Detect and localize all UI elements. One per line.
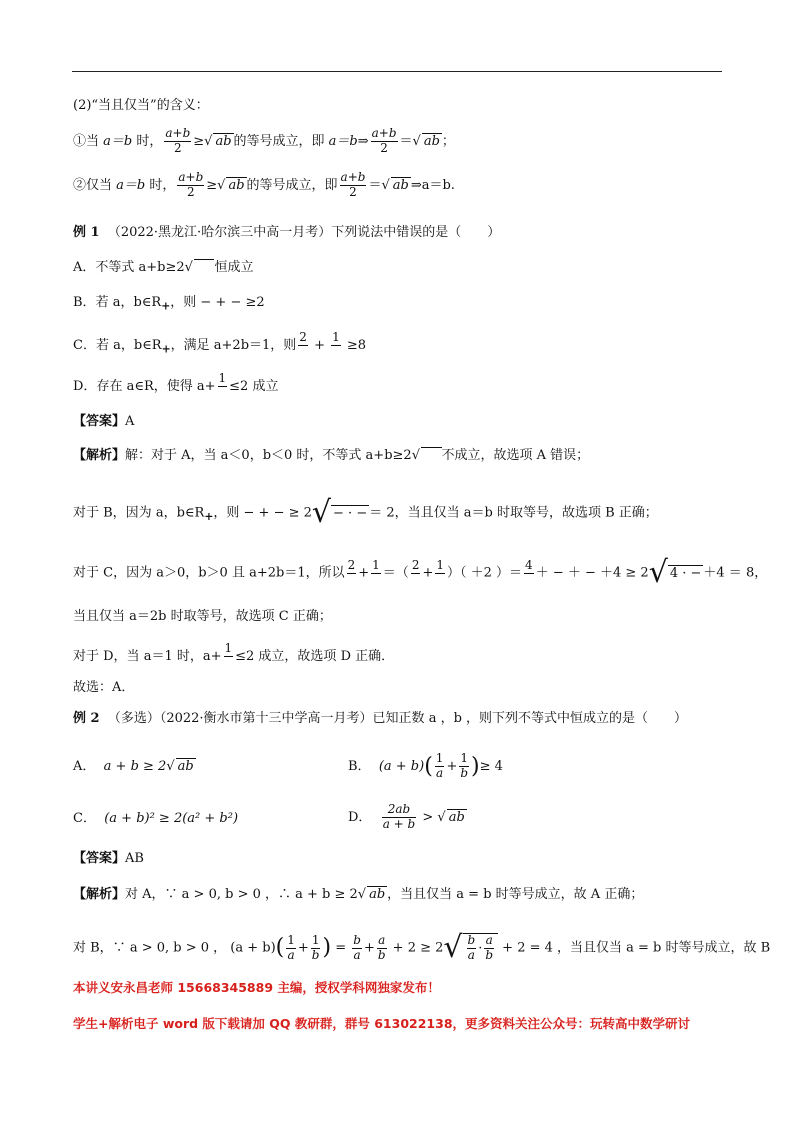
meaning-item-2: ②仅当 a＝b 时， $\frac{a+b}{2}$ ≥√ ab 的等号成立，即 $\frac{a+b}{2}$ ＝√ ab ⇒a＝b. <box>73 171 455 200</box>
example-1-analysis-b: 对于 B，因为 a，$b\in R_+$，则 − + − ≥ 2√ − · −＝ 2，当且仅当 a＝b 时取等号，故选项 B 正确； <box>73 495 658 530</box>
meaning-item-1: ①当 a＝b 时， $\frac{a+b}{2}$ ≥√ ab 的等号成立，即 a＝b⇒ $\frac{a+b}{2}$ ＝√ ab ； <box>73 127 455 156</box>
example-1-option-b: B．若 a，$b\in R_+$，则 − + − ≥2 <box>73 295 265 313</box>
example-2-option-b: B． (a + b)( $\frac{1}{a}$ + $\frac{1}{b}$ )≥ 4 <box>348 751 503 780</box>
footer-editor-line: 本讲义安永昌老师 15668345889 主编，授权学科网独家发布！ <box>73 980 440 995</box>
example-2-answer: 【答案】AB <box>73 851 144 866</box>
example-2-option-c: C． (a + b)² ≥ 2(a² + b²) <box>73 811 239 826</box>
section-title: (2)“当且仅当”的含义： <box>73 98 209 113</box>
example-1-heading: 例 1 （2022·黑龙江·哈尔滨三中高一月考）下列说法中错误的是（ ） <box>73 225 501 240</box>
example-1-option-a: A．不等式 a+b≥2√ 恒成立 <box>73 259 254 276</box>
example-1-option-d: D．存在 a∈R，使得 a+ 1 ≤2 成立 <box>73 371 279 394</box>
example-2-analysis-a: 【解析】对 A，∵ a > 0, b > 0 ，∴ a + b ≥ 2√ ab ，当且仅当 a = b 时等号成立，故 A 正确； <box>73 886 643 903</box>
example-1-option-c: C．若 a，$b\in R_+$，满足 a+2b＝1，则 2 + 1 ≥8 <box>73 330 367 356</box>
example-1-analysis-c: 对于 C，因为 a＞0，b＞0 且 a+2b＝1，所以 2 + 1 ＝（ 2 + 1 ）（ ＋2 ）＝ 4 ＋ − ＋ − ＋4 ≥ 2√ 4 · −＋4 ＝ 8， <box>73 555 768 590</box>
example-1-analysis-c2: 当且仅当 a＝2b 时取等号，故选项 C 正确； <box>73 609 332 624</box>
footer-download-line: 学生+解析电子 word 版下载请加 QQ 教研群，群号 613022138，更多资料关注公众号：玩转高中数学研讨 <box>73 1016 691 1031</box>
example-2-option-a: A． a + b ≥ 2√ ab <box>73 758 196 775</box>
example-2-heading: 例 2 （多选）（2022·衡水市第十三中学高一月考）已知正数 a ，b ，则下列不等式中恒成立的是（ ） <box>73 711 688 726</box>
example-1-answer: 【答案】A <box>73 414 135 429</box>
example-2-option-d: D． $\frac{2ab}{a + b}$ > √ ab <box>348 803 467 832</box>
header-rule <box>72 71 722 72</box>
example-1-analysis-d: 对于 D，当 a＝1 时，a+ 1 ≤2 成立，故选项 D 正确． <box>73 641 395 664</box>
example-1-conclusion: 故选：A． <box>73 680 135 695</box>
example-1-analysis-a: 【解析】解：对于 A，当 a＜0，b＜0 时，不等式 a+b≥2√ 不成立，故选项 A 错误； <box>73 447 589 464</box>
example-2-analysis-b: 对 B，∵ a > 0, b > 0 ， (a + b)( $\frac{1}{a}$ + $\frac{1}{b}$ ) = $\frac{b}{a}$ + $\frac{a}{b}$ + 2 ≥ 2√ $\frac{b}{a}$ · $\frac{a}{b}$ + 2 = 4 ，当且仅当 a = b 时等号成立，故 B <box>73 930 771 965</box>
